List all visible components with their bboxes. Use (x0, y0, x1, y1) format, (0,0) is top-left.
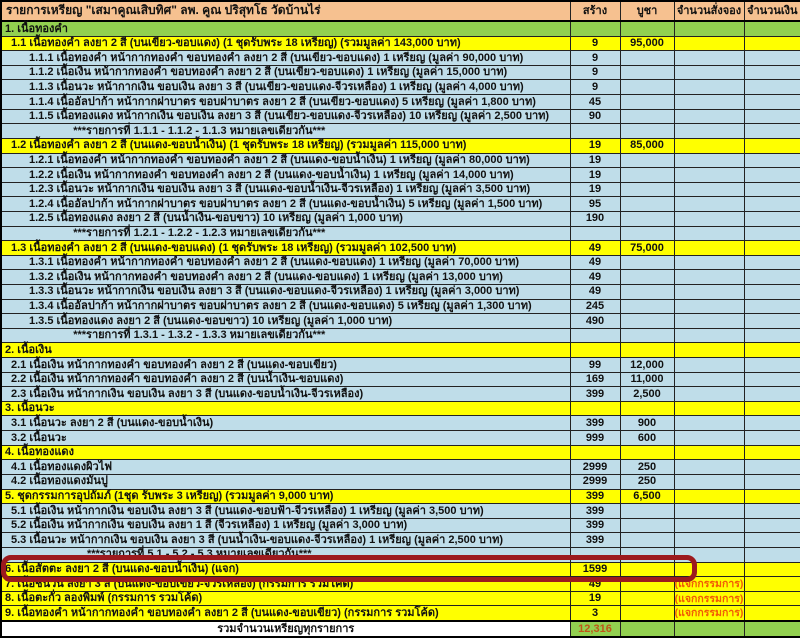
item-description-cell[interactable]: 5. ชุดกรรมการอุปถัมภ์ (1ชุด รับพระ 3 เหรียญ) (รวมมูลค่า 9,000 บาท) (1, 489, 570, 504)
item-description-cell[interactable]: 1. เนื้อทองคำ (1, 21, 570, 36)
table-row (1, 314, 800, 329)
item-description-cell[interactable]: ***รายการที่ 1.2.1 - 1.2.2 - 1.2.3 หมายเลขเดียวกัน*** (1, 226, 570, 241)
item-description-cell[interactable]: 4.1 เนื้อทองแดงผิวไฟ (1, 460, 570, 475)
made-cell[interactable] (570, 21, 620, 36)
amount-cell[interactable] (744, 533, 800, 548)
orders-cell[interactable] (674, 489, 744, 504)
item-description-cell[interactable]: 7. เนื้อชนวน ลงยา 3 สี (บนแดง-ขอบเขียว-จีวรเหลือง) (กรรมการ รวมโค้ด) (1, 577, 570, 592)
made-cell[interactable] (570, 226, 620, 241)
table-row (1, 226, 800, 241)
table-row (1, 168, 800, 183)
table-row (1, 80, 800, 95)
price-cell[interactable] (620, 299, 674, 314)
orders-cell[interactable] (674, 95, 744, 110)
made-cell[interactable]: 2999 (570, 474, 620, 489)
orders-cell[interactable]: (แจกกรรมการ) (674, 592, 744, 605)
item-description-cell[interactable]: 8. เนื้อตะกั่ว ลองพิมพ์ (กรรมการ รวมโค้ด) (1, 591, 570, 606)
item-description-cell[interactable]: 1.3.2 เนื้อเงิน หน้ากากทองคำ ขอบทองคำ ลงยา 2 สี (บนแดง-ขอบแดง) 1 เหรียญ (มูลค่า 13,000 บาท) (1, 270, 570, 285)
orders-cell[interactable] (674, 138, 744, 153)
orders-cell[interactable] (674, 431, 744, 446)
orders-cell[interactable] (674, 51, 744, 66)
made-cell[interactable]: 90 (570, 109, 620, 124)
amount-cell[interactable] (744, 80, 800, 95)
item-description-cell[interactable]: ***รายการที่ 5.1 - 5.2 - 5.3 หมายเลขเดียวกัน*** (1, 547, 570, 562)
item-description-cell[interactable]: 5.1 เนื้อเงิน หน้ากากเงิน ขอบเงิน ลงยา 3 สี (บนแดง-ขอบฟ้า-จีวรเหลือง) 1 เหรียญ (มูลค่า 3,500 บาท) (1, 504, 570, 519)
orders-cell[interactable] (674, 416, 744, 431)
made-cell[interactable]: 2999 (570, 460, 620, 475)
amount-cell[interactable] (744, 314, 800, 329)
price-cell[interactable]: 11,000 (620, 372, 674, 387)
item-description-cell[interactable]: 1.3.4 เนื้ออัลปาก้า หน้ากากฝาบาตร ขอบฝาบาตร ลงยา 2 สี (บนแดง-ขอบแดง) 5 เหรียญ (มูลค่า 1,300 บาท) (1, 299, 570, 314)
price-cell[interactable]: 900 (620, 416, 674, 431)
amount-cell[interactable] (744, 138, 800, 153)
orders-cell[interactable] (674, 65, 744, 80)
made-cell[interactable]: 19 (570, 591, 620, 606)
orders-cell[interactable] (674, 562, 744, 577)
amount-cell[interactable] (744, 328, 800, 343)
item-description-cell[interactable]: 1.2.4 เนื้ออัลปาก้า หน้ากากฝาบาตร ขอบฝาบาตร ลงยา 2 สี (บนแดง-ขอบน้ำเงิน) 5 เหรียญ (มูลค่า 1,500 บาท) (1, 197, 570, 212)
made-cell[interactable]: 12,316 (570, 621, 620, 637)
table-row (1, 328, 800, 343)
made-cell[interactable]: 1599 (570, 562, 620, 577)
column-header-price[interactable]: บูชา (620, 1, 674, 21)
amount-cell[interactable] (744, 387, 800, 402)
made-cell[interactable]: 999 (570, 431, 620, 446)
price-cell[interactable] (620, 591, 674, 606)
price-cell[interactable] (620, 109, 674, 124)
price-cell[interactable] (620, 343, 674, 358)
amount-cell[interactable] (744, 285, 800, 300)
item-description-cell[interactable]: 6. เนื้อสัตตะ ลงยา 2 สี (บนแดง-ขอบน้ำเงิน) (แจก) (1, 562, 570, 577)
table-row (1, 36, 800, 51)
made-cell[interactable]: 99 (570, 358, 620, 373)
item-description-cell[interactable]: 1.3 เนื้อทองคำ ลงยา 2 สี (บนแดง-ขอบแดง) (1 ชุดรับพระ 18 เหรียญ) (รวมมูลค่า 102,500 บาท) (1, 241, 570, 256)
table-row (1, 138, 800, 153)
table-row (1, 285, 800, 300)
table-row (1, 387, 800, 402)
made-cell[interactable]: 490 (570, 314, 620, 329)
made-cell[interactable]: 19 (570, 153, 620, 168)
made-cell[interactable]: 9 (570, 65, 620, 80)
made-cell[interactable]: 399 (570, 504, 620, 519)
amount-cell[interactable] (744, 431, 800, 446)
orders-cell[interactable] (674, 314, 744, 329)
orders-cell[interactable] (674, 621, 744, 637)
price-cell[interactable]: 600 (620, 431, 674, 446)
price-cell[interactable]: 85,000 (620, 138, 674, 153)
item-description-cell[interactable]: 1.3.5 เนื้อทองแดง ลงยา 2 สี (บนแดง-ขอบขาว) 10 เหรียญ (มูลค่า 1,000 บาท) (1, 314, 570, 329)
price-cell[interactable]: 95,000 (620, 36, 674, 51)
amount-cell[interactable] (744, 270, 800, 285)
price-cell[interactable]: 2,500 (620, 387, 674, 402)
amount-cell[interactable] (744, 621, 800, 637)
made-cell[interactable]: 3 (570, 606, 620, 621)
item-description-cell[interactable]: 1.2.2 เนื้อเงิน หน้ากากทองคำ ขอบทองคำ ลงยา 2 สี (บนแดง-ขอบน้ำเงิน) 1 เหรียญ (มูลค่า 14,000 บาท) (1, 168, 570, 183)
amount-cell[interactable] (744, 226, 800, 241)
item-description-cell[interactable]: 5.2 เนื้อเงิน หน้ากากเงิน ขอบเงิน ลงยา 1 สี (จีวรเหลือง) 1 เหรียญ (มูลค่า 3,000 บาท) (1, 518, 570, 533)
item-description-cell[interactable]: 1.3.1 เนื้อทองคำ หน้ากากทองคำ ขอบทองคำ ลงยา 2 สี (บนแดง-ขอบแดง) 1 เหรียญ (มูลค่า 70,000 บาท) (1, 255, 570, 270)
item-description-cell[interactable]: ***รายการที่ 1.3.1 - 1.3.2 - 1.3.3 หมายเลขเดียวกัน*** (1, 328, 570, 343)
price-cell[interactable]: 12,000 (620, 358, 674, 373)
orders-cell[interactable] (674, 168, 744, 183)
price-cell[interactable] (620, 255, 674, 270)
amount-cell[interactable] (744, 211, 800, 226)
amount-cell[interactable] (744, 504, 800, 519)
orders-cell[interactable] (674, 255, 744, 270)
made-cell[interactable]: 49 (570, 270, 620, 285)
table-row (1, 489, 800, 504)
item-description-cell[interactable]: 4.2 เนื้อทองแดงมันปู (1, 474, 570, 489)
price-cell[interactable] (620, 621, 674, 637)
orders-cell[interactable] (674, 343, 744, 358)
table-row (1, 591, 800, 606)
orders-cell[interactable] (674, 372, 744, 387)
made-cell[interactable]: 399 (570, 533, 620, 548)
amount-cell[interactable] (744, 168, 800, 183)
made-cell[interactable]: 49 (570, 577, 620, 592)
item-description-cell[interactable]: 1.2.1 เนื้อทองคำ หน้ากากทองคำ ขอบทองคำ ลงยา 2 สี (บนแดง-ขอบน้ำเงิน) 1 เหรียญ (มูลค่า 80,000 บาท) (1, 153, 570, 168)
orders-cell[interactable] (674, 445, 744, 460)
amount-cell[interactable] (744, 489, 800, 504)
table-row (1, 124, 800, 139)
amount-cell[interactable] (744, 255, 800, 270)
price-cell[interactable] (620, 547, 674, 562)
price-cell[interactable]: 75,000 (620, 241, 674, 256)
amount-cell[interactable] (744, 299, 800, 314)
column-header-made[interactable]: สร้าง (570, 1, 620, 21)
orders-cell[interactable] (674, 124, 744, 139)
amount-cell[interactable] (744, 197, 800, 212)
table-row (1, 153, 800, 168)
price-cell[interactable] (620, 606, 674, 621)
table-row (1, 299, 800, 314)
item-description-cell[interactable]: 1.2.3 เนื้อนวะ หน้ากากเงิน ขอบเงิน ลงยา 3 สี (บนแดง-ขอบน้ำเงิน-จีวรเหลือง) 1 เหรียญ (มูลค่า 3,500 บาท) (1, 182, 570, 197)
item-description-cell[interactable]: 1.3.3 เนื้อนวะ หน้ากากเงิน ขอบเงิน ลงยา 3 สี (บนแดง-ขอบแดง-จีวรเหลือง) 1 เหรียญ (มูลค่า 3,000 บาท) (1, 285, 570, 300)
amount-cell[interactable] (744, 241, 800, 256)
item-description-cell[interactable]: 2. เนื้อเงิน (1, 343, 570, 358)
amount-cell[interactable] (744, 591, 800, 606)
price-cell[interactable] (620, 153, 674, 168)
item-description-cell[interactable]: 1.1.2 เนื้อเงิน หน้ากากทองคำ ขอบทองคำ ลงยา 2 สี (บนเขียว-ขอบแดง) 1 เหรียญ (มูลค่า 15,000 บาท) (1, 65, 570, 80)
item-description-cell[interactable]: 2.3 เนื้อเงิน หน้ากากเงิน ขอบเงิน ลงยา 3 สี (บนแดง-ขอบน้ำเงิน-จีวรเหลือง) (1, 387, 570, 402)
column-header-orders[interactable]: จำนวนสั่งจอง (674, 1, 744, 21)
made-cell[interactable]: 19 (570, 168, 620, 183)
price-cell[interactable] (620, 65, 674, 80)
orders-cell[interactable] (674, 474, 744, 489)
orders-cell[interactable] (674, 36, 744, 51)
made-cell[interactable]: 9 (570, 36, 620, 51)
item-description-cell[interactable]: 2.1 เนื้อเงิน หน้ากากทองคำ ขอบทองคำ ลงยา 2 สี (บนแดง-ขอบเขียว) (1, 358, 570, 373)
price-cell[interactable] (620, 562, 674, 577)
amount-cell[interactable] (744, 36, 800, 51)
table-row (1, 474, 800, 489)
amount-cell[interactable] (744, 358, 800, 373)
table-row (1, 21, 800, 36)
orders-cell[interactable]: (แจกกรรมการ) (674, 577, 744, 590)
orders-cell[interactable] (674, 80, 744, 95)
price-cell[interactable] (620, 518, 674, 533)
orders-cell[interactable] (674, 109, 744, 124)
price-cell[interactable] (620, 182, 674, 197)
made-cell[interactable] (570, 445, 620, 460)
price-cell[interactable]: 6,500 (620, 489, 674, 504)
orders-cell[interactable] (674, 182, 744, 197)
amount-cell[interactable] (744, 343, 800, 358)
price-cell[interactable] (620, 445, 674, 460)
orders-cell[interactable] (674, 241, 744, 256)
orders-cell[interactable] (674, 328, 744, 343)
price-cell[interactable] (620, 328, 674, 343)
made-cell[interactable]: 49 (570, 285, 620, 300)
item-description-cell[interactable]: 1.1.5 เนื้อทองแดง หน้ากากเงิน ขอบเงิน ลงยา 3 สี (บนเขียว-ขอบแดง-จีวรเหลือง) 10 เหรียญ (มูลค่า 2,500 บาท) (1, 109, 570, 124)
price-cell[interactable] (620, 504, 674, 519)
item-description-cell[interactable]: 3.1 เนื้อนวะ ลงยา 2 สี (บนแดง-ขอบน้ำเงิน) (1, 416, 570, 431)
item-description-cell[interactable]: 1.1.1 เนื้อทองคำ หน้ากากทองคำ ขอบทองคำ ลงยา 2 สี (บนเขียว-ขอบแดง) 1 เหรียญ (มูลค่า 90,000 บาท) (1, 51, 570, 66)
table-row (1, 270, 800, 285)
orders-cell[interactable] (674, 387, 744, 402)
table-row (1, 182, 800, 197)
table-row (1, 562, 800, 577)
table-row (1, 621, 800, 637)
table-row (1, 606, 800, 621)
table-row (1, 577, 800, 592)
made-cell[interactable]: 190 (570, 211, 620, 226)
made-cell[interactable]: 49 (570, 241, 620, 256)
price-cell[interactable] (620, 124, 674, 139)
amount-cell[interactable] (744, 372, 800, 387)
item-description-cell[interactable]: 1.2.5 เนื้อทองแดง ลงยา 2 สี (บนน้ำเงิน-ขอบขาว) 10 เหรียญ (มูลค่า 1,000 บาท) (1, 211, 570, 226)
table-row (1, 518, 800, 533)
amount-cell[interactable] (744, 95, 800, 110)
made-cell[interactable]: 399 (570, 387, 620, 402)
item-description-cell[interactable]: 2.2 เนื้อเงิน หน้ากากทองคำ ขอบทองคำ ลงยา 2 สี (บนน้ำเงิน-ขอบแดง) (1, 372, 570, 387)
amount-cell[interactable] (744, 401, 800, 416)
table-row (1, 65, 800, 80)
made-cell[interactable] (570, 343, 620, 358)
table-row (1, 241, 800, 256)
amount-cell[interactable] (744, 547, 800, 562)
table-row (1, 343, 800, 358)
amount-cell[interactable] (744, 21, 800, 36)
item-description-cell[interactable]: 3. เนื้อนวะ (1, 401, 570, 416)
table-row (1, 533, 800, 548)
price-cell[interactable] (620, 314, 674, 329)
table-row (1, 358, 800, 373)
price-cell[interactable] (620, 270, 674, 285)
price-cell[interactable] (620, 168, 674, 183)
amount-cell[interactable] (744, 124, 800, 139)
amount-cell[interactable] (744, 153, 800, 168)
orders-cell[interactable] (674, 518, 744, 533)
orders-cell[interactable]: (แจกกรรมการ) (674, 607, 744, 620)
table-row (1, 416, 800, 431)
table-row (1, 211, 800, 226)
item-description-cell[interactable]: 4. เนื้อทองแดง (1, 445, 570, 460)
amount-cell[interactable] (744, 562, 800, 577)
table-row (1, 197, 800, 212)
price-cell[interactable]: 250 (620, 474, 674, 489)
price-cell[interactable] (620, 197, 674, 212)
amount-cell[interactable] (744, 51, 800, 66)
amount-cell[interactable] (744, 109, 800, 124)
item-description-cell[interactable]: รวมจำนวนเหรียญทุกรายการ (1, 621, 570, 637)
amount-cell[interactable] (744, 577, 800, 592)
made-cell[interactable]: 49 (570, 255, 620, 270)
price-cell[interactable] (620, 211, 674, 226)
price-cell[interactable] (620, 533, 674, 548)
item-description-cell[interactable]: 1.1 เนื้อทองคำ ลงยา 2 สี (บนเขียว-ขอบแดง) (1 ชุดรับพระ 18 เหรียญ) (รวมมูลค่า 143,000 บาท) (1, 36, 570, 51)
price-cell[interactable] (620, 401, 674, 416)
orders-cell[interactable] (674, 299, 744, 314)
table-row (1, 51, 800, 66)
price-cell[interactable] (620, 577, 674, 592)
orders-cell[interactable] (674, 153, 744, 168)
table-body (1, 21, 800, 637)
column-header-amount[interactable]: จำนวนเงิน (744, 1, 800, 21)
amount-cell[interactable] (744, 182, 800, 197)
table-row (1, 460, 800, 475)
price-cell[interactable]: 250 (620, 460, 674, 475)
item-description-cell[interactable]: 9. เนื้อทองคำ หน้ากากทองคำ ขอบทองคำ ลงยา 2 สี (บนแดง-ขอบเขียว) (กรรมการ รวมโค้ด) (1, 606, 570, 621)
made-cell[interactable]: 19 (570, 138, 620, 153)
table-row (1, 255, 800, 270)
made-cell[interactable] (570, 547, 620, 562)
amount-cell[interactable] (744, 474, 800, 489)
sheet-title[interactable]: รายการเหรียญ "เสมาคูณเสิบทิศ" ลพ. คูณ ปริสุทโธ วัดบ้านไร่ (1, 1, 570, 21)
table-row (1, 109, 800, 124)
orders-cell[interactable] (674, 401, 744, 416)
made-cell[interactable] (570, 401, 620, 416)
orders-cell[interactable] (674, 358, 744, 373)
made-cell[interactable] (570, 124, 620, 139)
orders-cell[interactable] (674, 547, 744, 562)
orders-cell[interactable] (674, 504, 744, 519)
header-row (1, 1, 800, 21)
orders-cell[interactable] (674, 533, 744, 548)
price-cell[interactable] (620, 285, 674, 300)
table-row (1, 372, 800, 387)
amount-cell[interactable] (744, 606, 800, 621)
item-description-cell[interactable]: 1.1.3 เนื้อนวะ หน้ากากเงิน ขอบเงิน ลงยา 3 สี (บนเขียว-ขอบแดง-จีวรเหลือง) 1 เหรียญ (มูลค่า 4,000 บาท) (1, 80, 570, 95)
orders-cell[interactable] (674, 197, 744, 212)
made-cell[interactable]: 399 (570, 489, 620, 504)
amount-cell[interactable] (744, 518, 800, 533)
made-cell[interactable]: 399 (570, 518, 620, 533)
table-row (1, 504, 800, 519)
made-cell[interactable] (570, 328, 620, 343)
item-description-cell[interactable]: 1.2 เนื้อทองคำ ลงยา 2 สี (บนแดง-ขอบน้ำเงิน) (1 ชุดรับพระ 18 เหรียญ) (รวมมูลค่า 115,000 บาท) (1, 138, 570, 153)
orders-cell[interactable] (674, 21, 744, 36)
price-cell[interactable] (620, 51, 674, 66)
orders-cell[interactable] (674, 460, 744, 475)
table-row (1, 95, 800, 110)
made-cell[interactable]: 169 (570, 372, 620, 387)
price-cell[interactable] (620, 21, 674, 36)
price-cell[interactable] (620, 80, 674, 95)
made-cell[interactable]: 9 (570, 80, 620, 95)
amount-cell[interactable] (744, 65, 800, 80)
amount-cell[interactable] (744, 460, 800, 475)
orders-cell[interactable] (674, 211, 744, 226)
made-cell[interactable]: 19 (570, 182, 620, 197)
table-row (1, 445, 800, 460)
item-description-cell[interactable]: 1.1.4 เนื้ออัลปาก้า หน้ากากฝาบาตร ขอบฝาบาตร ลงยา 2 สี (บนเขียว-ขอบแดง) 5 เหรียญ (มูลค่า 1,800 บาท) (1, 95, 570, 110)
item-description-cell[interactable]: 3.2 เนื้อนวะ (1, 431, 570, 446)
price-cell[interactable] (620, 226, 674, 241)
amount-cell[interactable] (744, 445, 800, 460)
orders-cell[interactable] (674, 270, 744, 285)
made-cell[interactable]: 45 (570, 95, 620, 110)
made-cell[interactable]: 245 (570, 299, 620, 314)
item-description-cell[interactable]: ***รายการที่ 1.1.1 - 1.1.2 - 1.1.3 หมายเลขเดียวกัน*** (1, 124, 570, 139)
table-row (1, 547, 800, 562)
amount-cell[interactable] (744, 416, 800, 431)
made-cell[interactable]: 9 (570, 51, 620, 66)
item-description-cell[interactable]: 5.3 เนื้อนวะ หน้ากากเงิน ขอบเงิน ลงยา 3 สี (บนน้ำเงิน-ขอบแดง-จีวรเหลือง) 1 เหรียญ (มูลค่า 2,500 บาท) (1, 533, 570, 548)
table-row (1, 401, 800, 416)
made-cell[interactable]: 399 (570, 416, 620, 431)
made-cell[interactable]: 95 (570, 197, 620, 212)
table-row (1, 431, 800, 446)
price-cell[interactable] (620, 95, 674, 110)
orders-cell[interactable] (674, 226, 744, 241)
orders-cell[interactable] (674, 285, 744, 300)
